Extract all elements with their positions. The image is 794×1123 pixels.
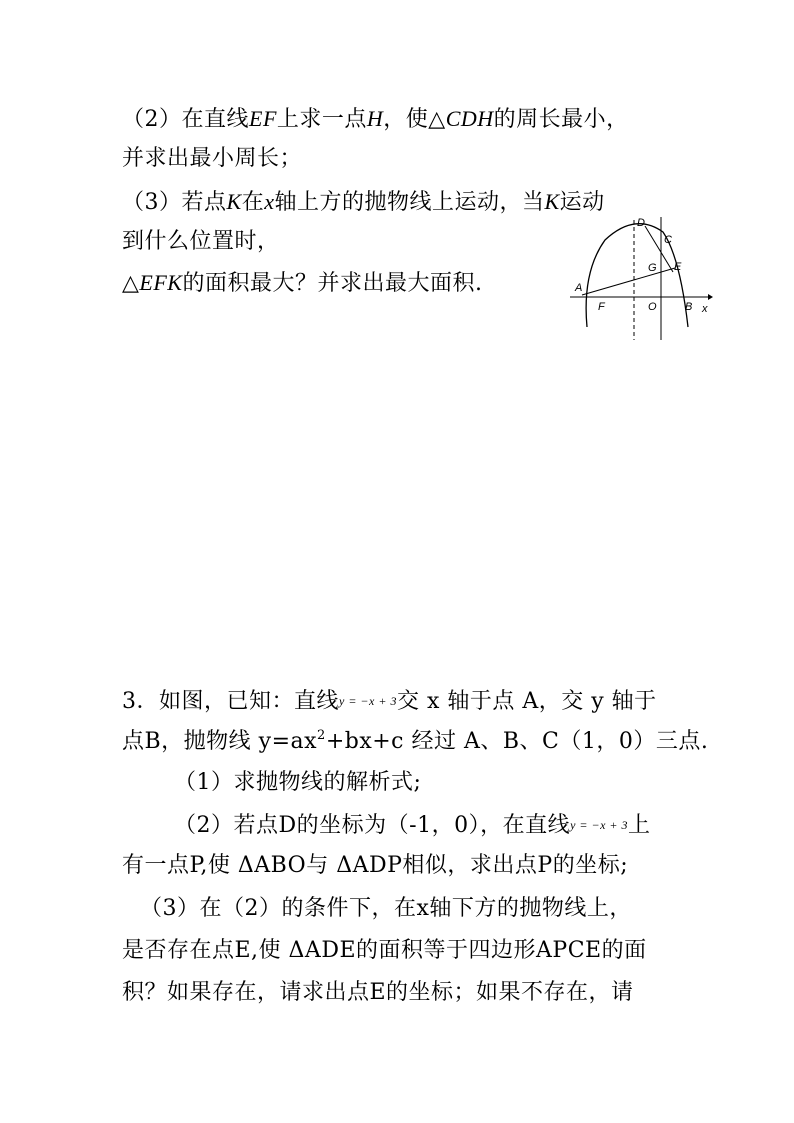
equation-inline: y = −x + 3: [570, 818, 629, 832]
q2-line-1: （2）在直线EF上求一点H，使△CDH的周长最小，: [122, 106, 629, 132]
p3-line-2: 点B，抛物线 $y=ax^2+bx+c$ 经过 A、B、C（1，0）三点.: [122, 728, 709, 754]
p3-line-6: （3）在（2）的条件下，在x轴下方的抛物线上，: [140, 896, 632, 921]
label-d: D: [637, 217, 645, 229]
p3-line-8: 积？如果存在，请求出点E的坐标；如果不存在，请: [122, 980, 634, 1005]
label-x: x: [702, 303, 708, 315]
q3-line-1: （3）若点K在x轴上方的抛物线上运动，当K运动: [122, 189, 605, 215]
label-g: G: [648, 262, 657, 274]
label-o: O: [648, 301, 657, 313]
q3-line-2: 到什么位置时，: [122, 229, 280, 254]
p3-line-3: （1）求抛物线的解析式;: [174, 770, 422, 795]
p3-line-7: 是否存在点E,使 ΔADE的面积等于四边形APCE的面: [122, 938, 647, 963]
p3-line-1: 3．如图，已知：直线y = −x + 3交 x 轴于点 A，交 y 轴于: [122, 689, 657, 714]
q2-line-2: 并求出最小周长；: [122, 146, 303, 171]
label-a: A: [575, 282, 583, 294]
p3-line-4: （2）若点D的坐标为（-1，0），在直线y = −x + 3上: [174, 813, 651, 838]
label-f: F: [598, 301, 605, 313]
p3-line-5: 有一点P,使 ΔABO与 ΔADP相似，求出点P的坐标;: [122, 853, 629, 878]
label-e: E: [674, 261, 682, 273]
parabola-figure: [560, 212, 720, 347]
equation-inline: y = −x + 3: [339, 694, 397, 708]
x-axis-arrow: [708, 294, 713, 300]
label-b: B: [685, 301, 693, 313]
q3-line-3: △EFK的面积最大？并求出最大面积.: [122, 270, 483, 296]
label-c: C: [664, 234, 672, 246]
